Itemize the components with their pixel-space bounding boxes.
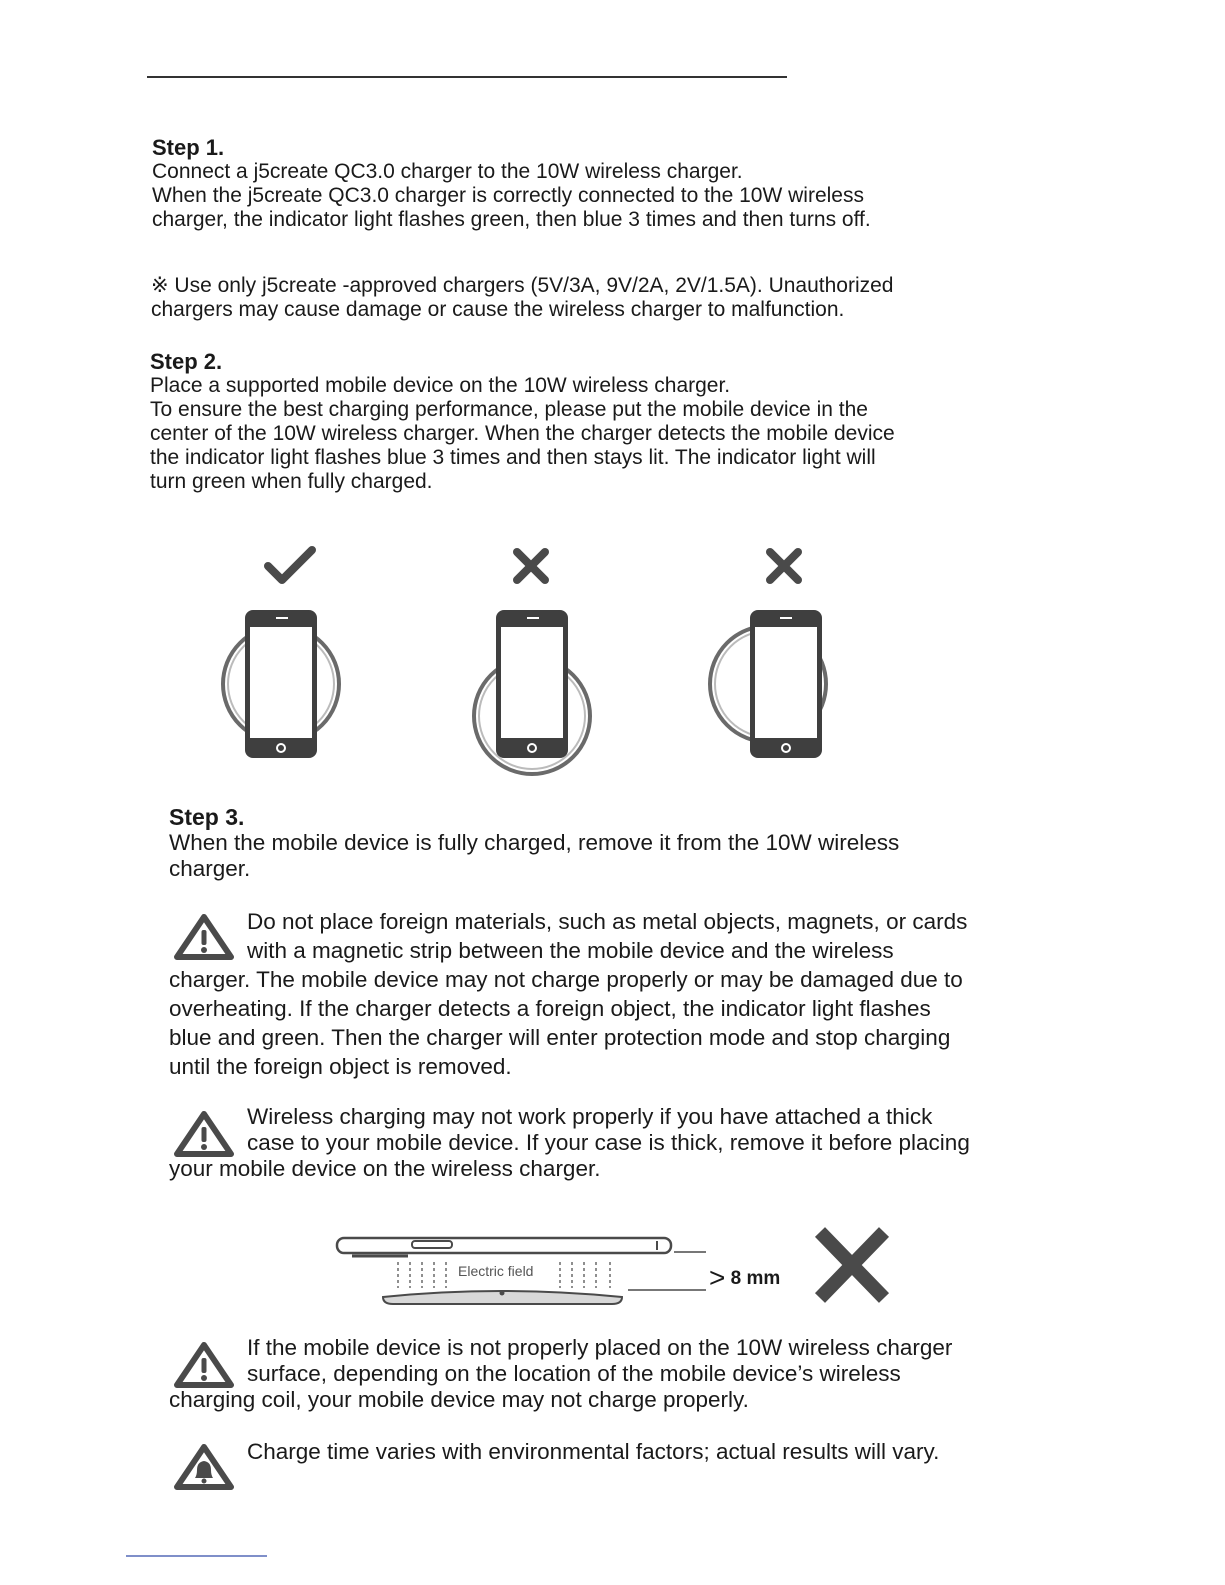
- step3-line: charger.: [169, 856, 251, 881]
- step2-line: the indicator light flashes blue 3 times and then stays lit. The indicator light will: [150, 446, 876, 469]
- step2-title: Step 2.: [150, 349, 223, 374]
- caution-line: overheating. If the charger detects a foreign object, the indicator light flashes: [169, 996, 931, 1021]
- step2-line: Place a supported mobile device on the 10W wireless charger.: [150, 374, 731, 397]
- cross-icon: [770, 552, 798, 580]
- caution-placement: [169, 1335, 952, 1413]
- phone-on-charger-centered: [223, 610, 339, 758]
- cross-icon: [820, 1232, 884, 1298]
- electric-field-label: Electric field: [458, 1263, 534, 1279]
- caution-line: your mobile device on the wireless charger.: [169, 1156, 601, 1181]
- gap-value: 8 mm: [730, 1268, 781, 1289]
- phone-on-charger-offset-side: [710, 610, 826, 758]
- step2-line: To ensure the best charging performance, please put the mobile device in the: [150, 398, 868, 421]
- caution-line: charging coil, your mobile device may not charge properly.: [169, 1387, 749, 1412]
- step1-line: charger, the indicator light flashes green, then blue 3 times and then turns off.: [152, 208, 871, 231]
- caution-line: case to your mobile device. If your case is thick, remove it before placing: [247, 1130, 970, 1155]
- caution-line: If the mobile device is not properly placed on the 10W wireless charger: [247, 1335, 953, 1360]
- step3-title: Step 3.: [169, 804, 245, 830]
- caution-line: blue and green. Then the charger will enter protection mode and stop charging: [169, 1025, 951, 1050]
- caution-line: charger. The mobile device may not charge properly or may be damaged due to: [169, 967, 963, 992]
- step1-title: Step 1.: [152, 135, 225, 160]
- step1-line: Connect a j5create QC3.0 charger to the 10W wireless charger.: [152, 160, 743, 183]
- caution-line: with a magnetic strip between the mobile device and the wireless: [247, 938, 894, 963]
- gap-measurement: [709, 1262, 780, 1294]
- caution-line: Charge time varies with environmental factors; actual results will vary.: [247, 1439, 940, 1464]
- charger-note-line: ※ Use only j5create -approved chargers (5V/3A, 9V/2A, 2V/1.5A). Unauthorized: [151, 274, 894, 297]
- gap-symbol: >: [709, 1262, 726, 1293]
- step3-line: When the mobile device is fully charged, remove it from the 10W wireless: [169, 830, 900, 855]
- step1-line: When the j5create QC3.0 charger is correctly connected to the 10W wireless: [152, 184, 864, 207]
- warning-icon: [173, 1110, 235, 1158]
- bell-warning-icon: [173, 1443, 235, 1491]
- warning-icon: [173, 913, 235, 961]
- footer-rule: [126, 1555, 267, 1557]
- check-icon: [268, 550, 312, 580]
- step2-line: center of the 10W wireless charger. When the charger detects the mobile device: [150, 422, 895, 445]
- cross-icon: [517, 552, 545, 580]
- caution-foreign-objects: [169, 907, 967, 1081]
- caution-line: surface, depending on the location of the mobile device’s wireless: [247, 1361, 901, 1386]
- step3-section: [169, 804, 899, 882]
- phone-on-charger-offset-up: [474, 610, 590, 774]
- warning-icon: [173, 1341, 235, 1389]
- charger-note-line: chargers may cause damage or cause the wireless charger to malfunction.: [151, 298, 845, 321]
- caution-charge-time: [169, 1437, 939, 1466]
- step2-line: turn green when fully charged.: [150, 470, 433, 493]
- caution-line: Wireless charging may not work properly if you have attached a thick: [247, 1104, 933, 1129]
- caution-thick-case: [169, 1104, 970, 1182]
- caution-line: Do not place foreign materials, such as metal objects, magnets, or cards: [247, 909, 968, 934]
- caution-line: until the foreign object is removed.: [169, 1054, 512, 1079]
